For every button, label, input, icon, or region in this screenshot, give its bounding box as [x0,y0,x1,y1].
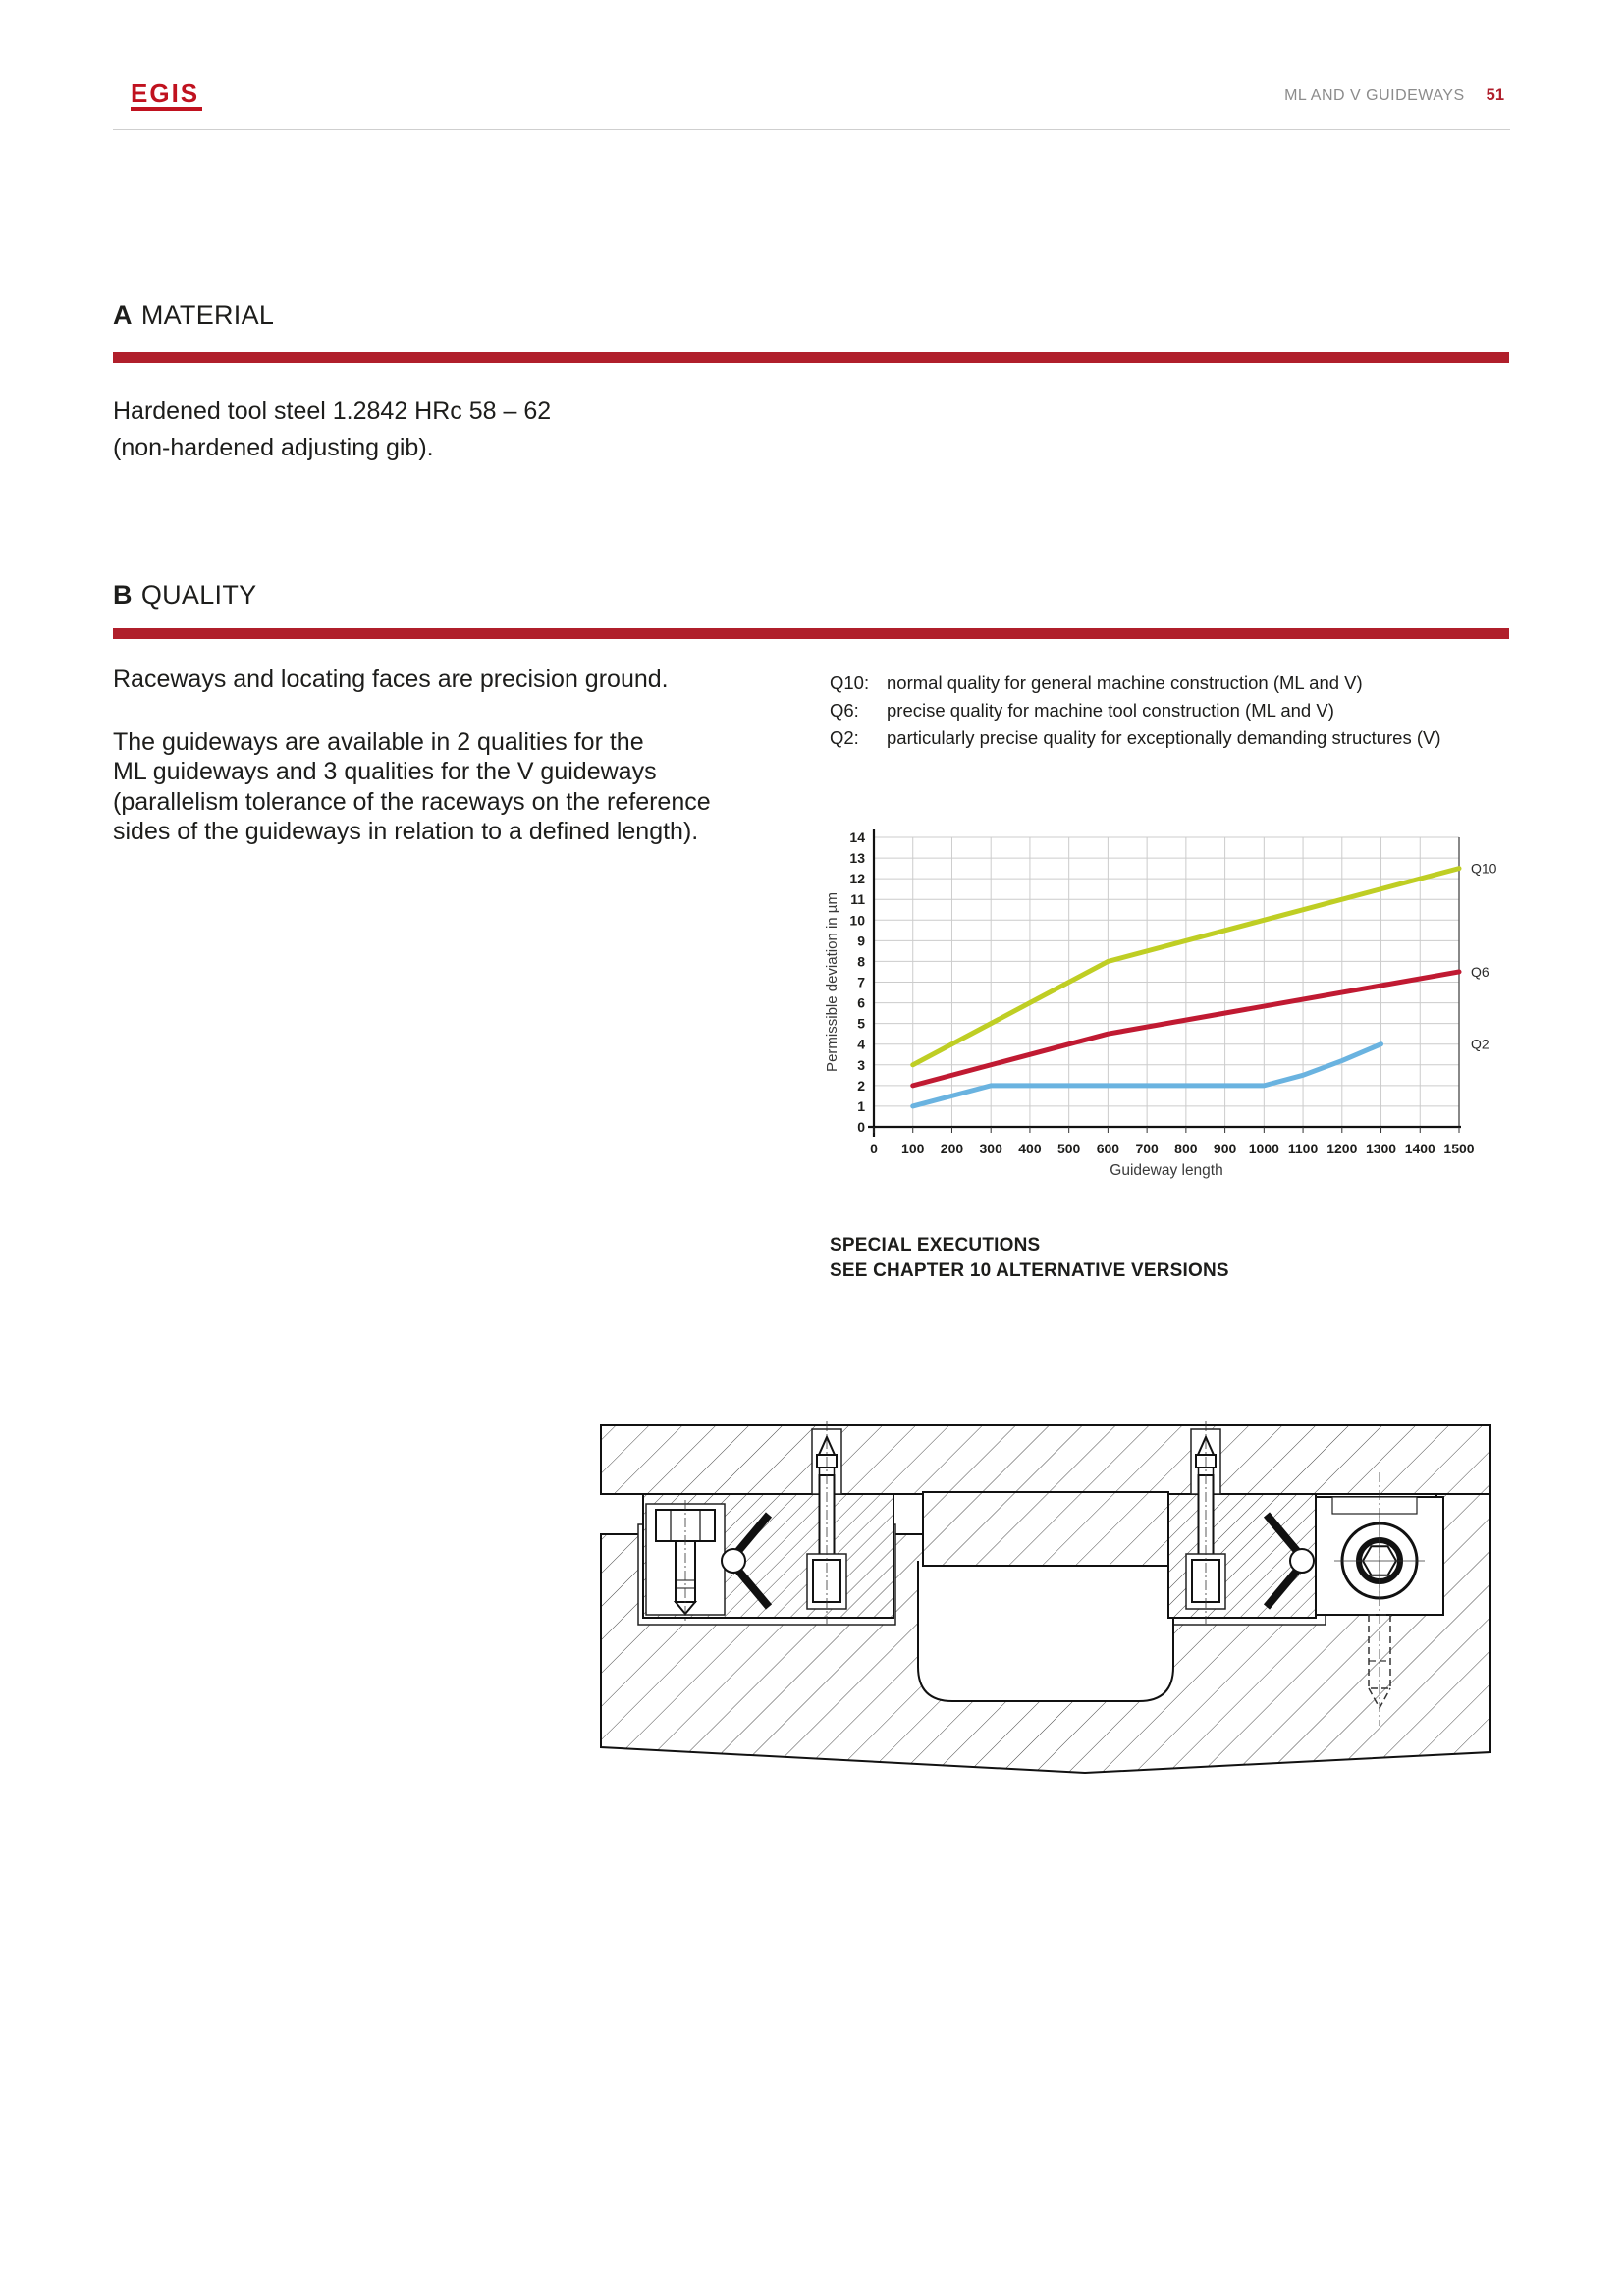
section-a-body [113,394,551,466]
svg-text:12: 12 [849,871,865,887]
svg-text:500: 500 [1056,1141,1081,1156]
legend-text: particularly precise quality for exceptionally demanding structures (V) [887,727,1441,748]
svg-text:1200: 1200 [1326,1141,1358,1156]
svg-text:1000: 1000 [1248,1141,1279,1156]
svg-text:0: 0 [870,1141,878,1156]
quality-line: ML guideways and 3 qualities for the V guideways [113,758,657,785]
quality-line: The guideways are available in 2 qualities for the [113,727,644,756]
quality-line: sides of the guideways in relation to a defined length). [113,818,699,845]
page-header [1284,86,1504,105]
special-executions-note [830,1233,1229,1284]
svg-text:600: 600 [1096,1141,1120,1156]
section-b-title: QUALITY [140,580,257,610]
machine-slide [601,1425,1490,1494]
legend-text: precise quality for machine tool construction (ML and V) [887,700,1334,721]
svg-text:3: 3 [857,1056,865,1073]
section-b-heading [113,580,256,611]
svg-text:200: 200 [940,1141,964,1156]
quality-intro: Raceways and locating faces are precision ground. [113,666,669,693]
header-divider [113,129,1510,130]
svg-text:0: 0 [857,1119,865,1135]
egis-logo: EGIS [131,80,202,111]
legend-row-q10 [830,669,1441,697]
svg-text:10: 10 [849,912,865,929]
quality-line: (parallelism tolerance of the raceways on the reference [113,787,711,816]
svg-text:2: 2 [857,1077,865,1094]
svg-text:1500: 1500 [1443,1141,1475,1156]
material-line: (non-hardened adjusting gib). [113,434,434,461]
svg-text:1400: 1400 [1404,1141,1435,1156]
svg-text:4: 4 [857,1036,865,1052]
section-a-title: MATERIAL [140,300,275,330]
svg-text:900: 900 [1213,1141,1237,1156]
quality-paragraph [113,727,722,847]
svg-text:1300: 1300 [1365,1141,1397,1156]
svg-text:13: 13 [849,850,865,867]
special-line: SEE CHAPTER 10 ALTERNATIVE VERSIONS [830,1260,1229,1281]
material-line: Hardened tool steel 1.2842 HRc 58 – 62 [113,398,552,425]
svg-text:9: 9 [857,933,865,949]
svg-text:800: 800 [1174,1141,1198,1156]
legend-row-q2 [830,724,1441,752]
legend-text: normal quality for general machine construction (ML and V) [887,672,1363,693]
svg-text:14: 14 [849,829,865,845]
quality-legend [830,669,1441,752]
section-a-rule [113,352,1509,363]
center-channel [918,1561,1173,1701]
svg-text:300: 300 [979,1141,1002,1156]
slide-tongue [923,1492,1168,1566]
legend-row-q6 [830,697,1441,724]
svg-text:100: 100 [901,1141,925,1156]
section-a-heading [113,300,274,331]
svg-text:5: 5 [857,1015,865,1032]
svg-text:6: 6 [857,994,865,1011]
svg-text:7: 7 [857,974,865,990]
legend-code: Q6: [830,700,859,721]
svg-text:8: 8 [857,953,865,970]
section-b-rule [113,628,1509,639]
svg-text:Guideway length: Guideway length [1110,1162,1223,1179]
quality-text-column [113,665,722,847]
svg-text:400: 400 [1018,1141,1042,1156]
svg-text:1100: 1100 [1287,1141,1319,1156]
svg-text:700: 700 [1135,1141,1159,1156]
svg-text:Q10: Q10 [1471,860,1497,877]
svg-text:11: 11 [850,891,865,908]
svg-text:Q6: Q6 [1471,963,1489,980]
svg-text:Q2: Q2 [1471,1036,1489,1052]
special-line: SPECIAL EXECUTIONS [830,1235,1041,1255]
quality-chart-container [823,818,1510,1230]
legend-code: Q10: [830,672,870,693]
section-a-letter: A [113,300,133,330]
svg-text:Permissible deviation in µm: Permissible deviation in µm [824,892,840,1072]
technical-drawing-container [594,1414,1497,1787]
quality-chart [823,818,1510,1230]
hex-bolt [646,1500,725,1622]
section-b-letter: B [113,580,133,610]
page-number: 51 [1486,86,1504,104]
technical-drawing [594,1414,1497,1787]
svg-text:1: 1 [857,1097,865,1114]
legend-code: Q2: [830,727,859,748]
document-title: ML AND V GUIDEWAYS [1284,87,1465,104]
